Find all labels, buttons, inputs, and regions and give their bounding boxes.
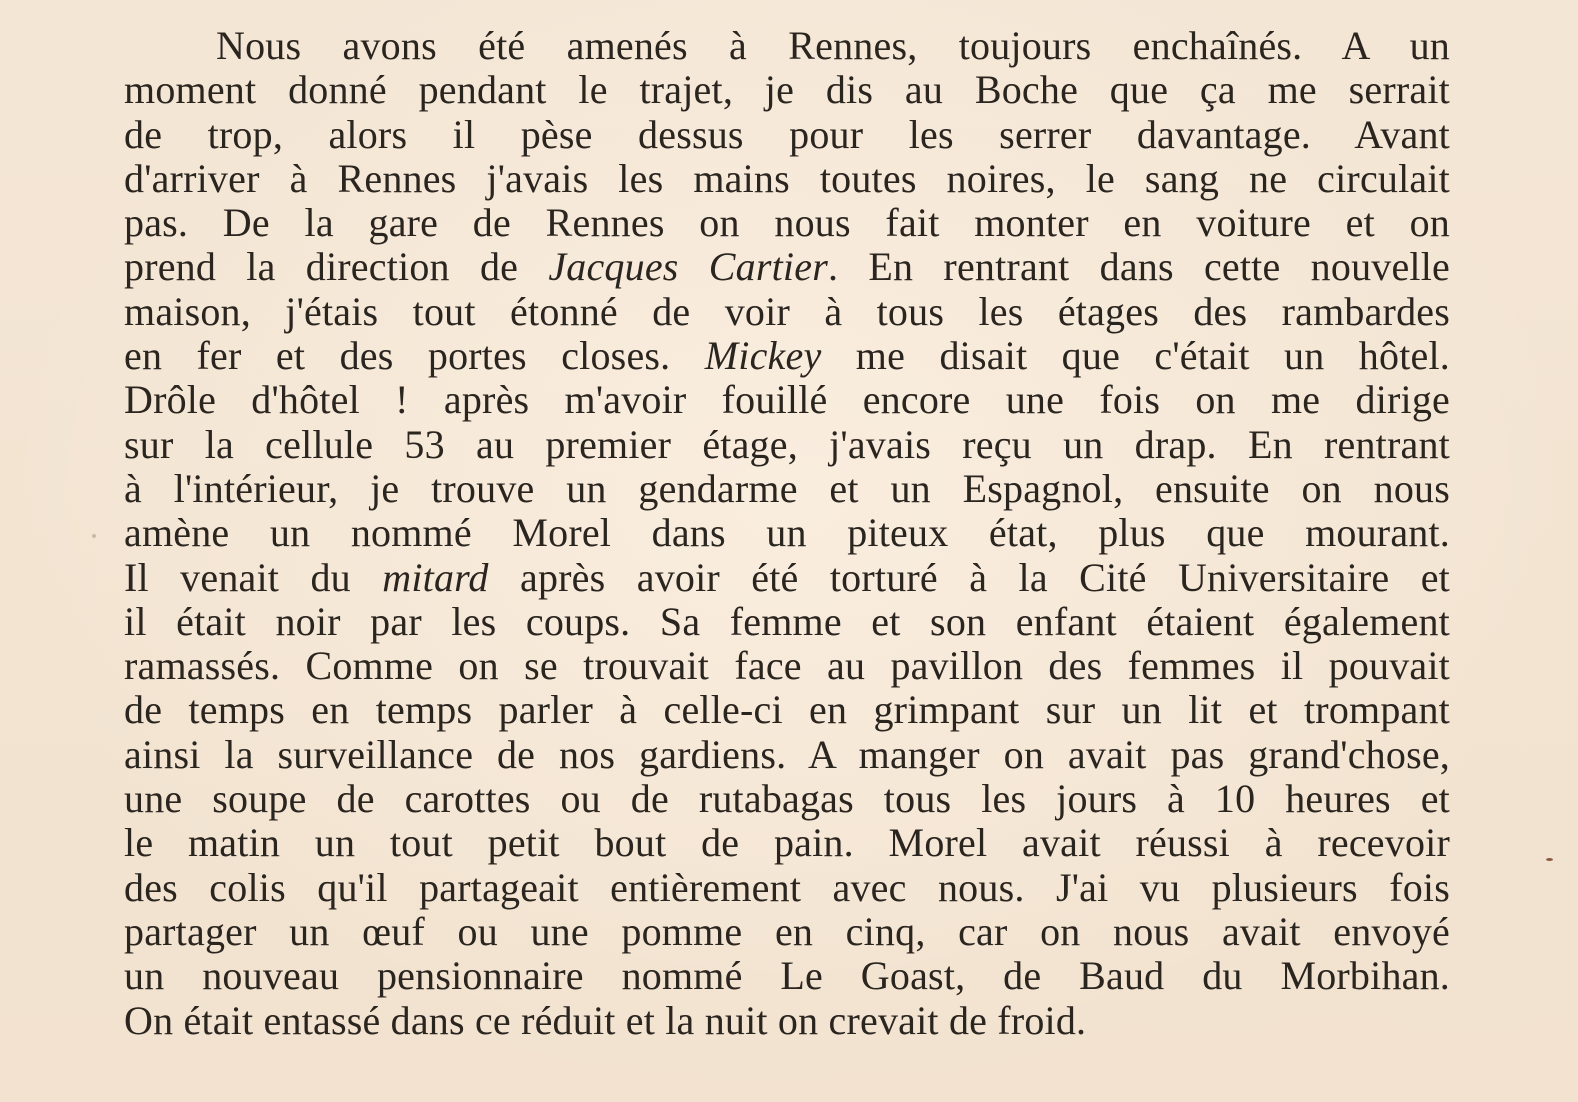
- text-line-21: partager un œuf ou une pomme en cinq, car on nous avait envoyé: [124, 908, 1450, 954]
- italic-place-name: Jacques Cartier: [548, 244, 828, 290]
- text-line-9: Drôle d'hôtel ! après m'avoir fouillé encore une fois on me dirige: [124, 377, 1450, 423]
- text-line-13: Il venait du mitard après avoir été torturé à la Cité Universitaire et: [124, 554, 1450, 600]
- text-line-3: de trop, alors il pèse dessus pour les serrer davantage. Avant: [124, 111, 1450, 157]
- text-line-15: ramassés. Comme on se trouvait face au pavillon des femmes il pouvait: [124, 643, 1450, 689]
- paper-speck: [92, 534, 96, 538]
- text-line-20: des colis qu'il partageait entièrement avec nous. J'ai vu plusieurs fois: [124, 864, 1450, 910]
- text-line-6: prend la direction de Jacques Cartier. En rentrant dans cette nouvelle: [124, 244, 1450, 290]
- text-line-2: moment donné pendant le trajet, je dis au Boche que ça me serrait: [124, 67, 1450, 113]
- text-line-14: il était noir par les coups. Sa femme et son enfant étaient également: [124, 598, 1450, 644]
- text-line-17: ainsi la surveillance de nos gardiens. A manger on avait pas grand'chose,: [124, 731, 1450, 777]
- text-line-8: en fer et des portes closes. Mickey me disait que c'était un hôtel.: [124, 333, 1450, 379]
- italic-term: mitard: [382, 554, 489, 600]
- paragraph: [124, 24, 1450, 1043]
- text-line-11: à l'intérieur, je trouve un gendarme et un Espagnol, ensuite on nous: [124, 465, 1450, 511]
- text-line-16: de temps en temps parler à celle-ci en grimpant sur un lit et trompant: [124, 687, 1450, 733]
- paper-speck: [1546, 858, 1553, 861]
- text-line-12: amène un nommé Morel dans un piteux état, plus que mourant.: [124, 510, 1450, 556]
- text-line-7: maison, j'étais tout étonné de voir à tous les étages des rambardes: [124, 288, 1450, 334]
- text-line-19: le matin un tout petit bout de pain. Morel avait réussi à recevoir: [124, 820, 1450, 866]
- text-line-1: Nous avons été amenés à Rennes, toujours enchaînés. A un: [216, 23, 1450, 68]
- italic-nickname: Mickey: [704, 333, 822, 379]
- text-line-4: d'arriver à Rennes j'avais les mains toutes noires, le sang ne circulait: [124, 155, 1450, 201]
- text-line-18: une soupe de carottes ou de rutabagas tous les jours à 10 heures et: [124, 776, 1450, 822]
- text-line-23: On était entassé dans ce réduit et la nuit on crevait de froid.: [124, 997, 1087, 1043]
- text-line-10: sur la cellule 53 au premier étage, j'avais reçu un drap. En rentrant: [124, 421, 1450, 467]
- text-line-22: un nouveau pensionnaire nommé Le Goast, de Baud du Morbihan.: [124, 953, 1450, 999]
- text-line-5: pas. De la gare de Rennes on nous fait monter en voiture et on: [124, 200, 1450, 246]
